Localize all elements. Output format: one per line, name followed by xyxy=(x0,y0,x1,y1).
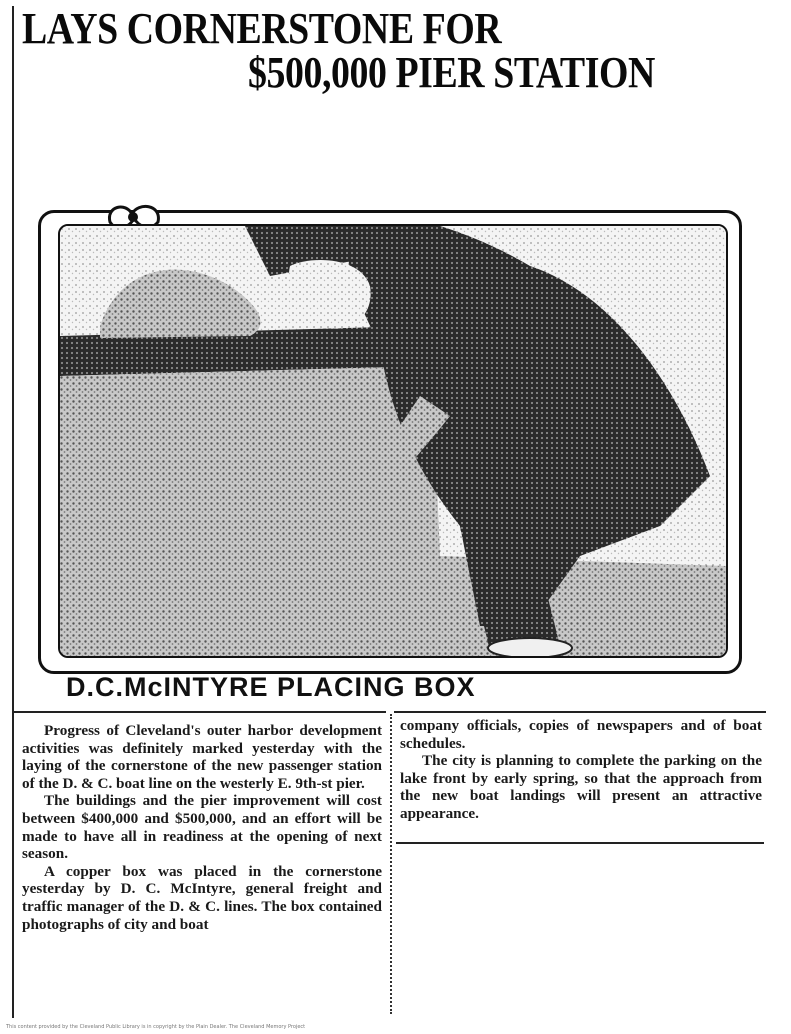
caption-rule-left xyxy=(14,711,386,713)
caption-rule-right xyxy=(394,711,766,713)
article-paragraph: Progress of Cleveland's outer harbor development activities was definitely marked yesterday with the laying of the cornerstone of the new passenger station of the D. & C. boat line on the westerly E. 9th-st pier. xyxy=(22,722,382,792)
photo xyxy=(58,224,728,658)
article-paragraph: The city is planning to complete the parking on the lake front by early spring, so that the approach from the new boat landings will present an attractive appearance. xyxy=(400,752,762,822)
article-paragraph: A copper box was placed in the cornerstone yesterday by D. C. McIntyre, general freight and traffic manager of the D. & C. lines. The box contained photographs of city and boat xyxy=(22,862,382,933)
footer-note: This content provided by the Cleveland Public Library is in copyright by the Plain Dealer. The Cleveland Memory Project xyxy=(6,1024,306,1030)
article-end-rule xyxy=(396,842,764,844)
left-border-rule xyxy=(12,6,14,1018)
headline-line-1: LAYS CORNERSTONE FOR xyxy=(22,4,502,53)
headline-line-2: $500,000 PIER STATION xyxy=(248,48,655,97)
column-divider xyxy=(390,714,392,1014)
photo-caption: D.C.McINTYRE PLACING BOX xyxy=(66,672,476,702)
article-paragraph: The buildings and the pier improvement will cost between $400,000 and $500,000, and an effort will be made to have all in readiness at the opening of next season. xyxy=(22,792,382,863)
article-column-left xyxy=(22,722,382,933)
article-column-right xyxy=(400,717,762,823)
cornerstone-photo xyxy=(60,226,726,656)
article-continuation: company officials, copies of newspapers and of boat schedules. xyxy=(400,717,762,752)
